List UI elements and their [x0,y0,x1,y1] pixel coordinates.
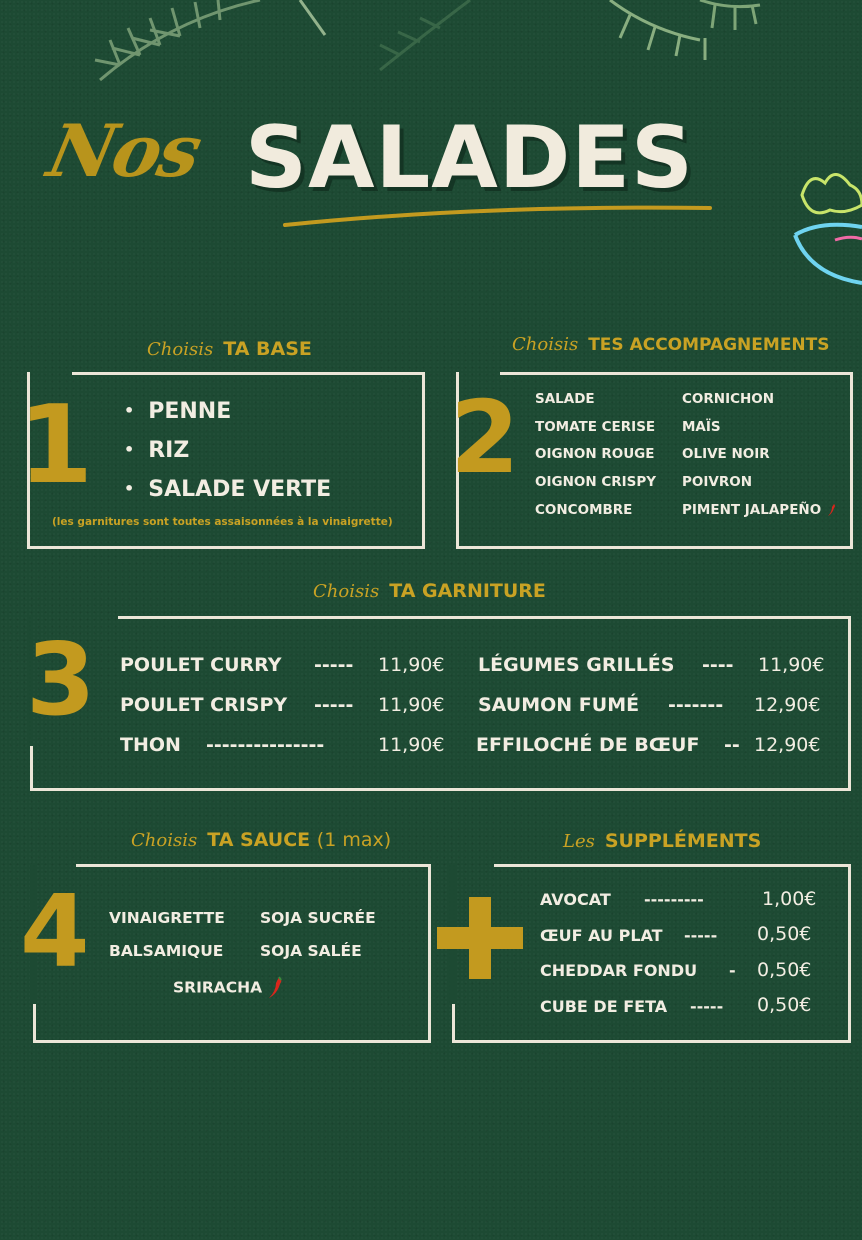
garnish-item-dashes: ------- [668,694,724,716]
extra-item-name: AVOCAT [540,890,611,909]
sauce-item: VINAIGRETTE [109,909,225,927]
garnish-item-name: LÉGUMES GRILLÉS [478,654,675,676]
sauce-heading-text: TA SAUCE [207,829,311,851]
sauce-box [33,864,431,1043]
sauce-box-top-edge [76,864,428,867]
base-note: (les garnitures sont toutes assaisonnées à la vinaigrette) [52,516,393,528]
sauce-item: SOJA SUCRÉE [260,909,376,927]
base-number: 1 [18,383,94,508]
garnish-item-name: POULET CURRY [120,654,282,676]
extra-item-dashes: --------- [644,890,704,909]
base-heading-script: Choisis [147,339,214,360]
extra-item-price: 1,00€ [762,888,817,910]
sauce-item: BALSAMIQUE [109,942,224,960]
garnish-item-name: EFFILOCHÉ DE BŒUF [476,734,700,756]
garnish-item-price: 12,90€ [754,734,821,756]
base-heading [147,338,312,360]
side-item: TOMATE CERISE [535,418,656,435]
garnish-item-price: 11,90€ [378,734,445,756]
sauce-number: 4 [20,873,90,990]
sauce-item: SOJA SALÉE [260,942,362,960]
base-heading-text: TA BASE [223,338,312,360]
side-item: CONCOMBRE [535,501,633,518]
sides-col-1 [535,388,656,526]
extra-item-name: CHEDDAR FONDU [540,961,698,980]
base-box-top-edge [72,372,422,375]
garnish-item-price: 11,90€ [378,694,445,716]
sides-col-2 [682,388,837,526]
title-script: Nos [40,108,208,193]
extra-item-name: ŒUF AU PLAT [540,926,663,945]
side-item: OIGNON CRISPY [535,474,657,491]
extras-heading-script: Les [563,831,595,852]
chili-pepper-icon [268,976,284,1000]
side-item: POIVRON [682,474,753,491]
garnish-heading [313,580,546,602]
page-title: SALADES [245,108,694,208]
garnish-item-dashes: ---- [702,654,734,676]
extra-item-price: 0,50€ [757,959,812,981]
sauce-heading-script: Choisis [131,830,198,851]
extra-item-dashes: ----- [684,926,718,945]
sides-heading-script: Choisis [512,334,579,355]
garnish-item-name: SAUMON FUMÉ [478,694,640,716]
base-item: • RIZ [124,435,331,474]
plus-icon [437,897,523,979]
extras-box-top-edge [494,864,848,867]
garnish-item-dashes: ----- [314,654,354,676]
garnish-heading-script: Choisis [313,581,380,602]
garnish-item-dashes: --------------- [206,734,325,756]
garnish-item-price: 12,90€ [754,694,821,716]
side-item: OIGNON ROUGE [535,446,655,463]
garnish-item-price: 11,90€ [758,654,825,676]
extras-heading-text: SUPPLÉMENTS [604,830,762,852]
leaves-decoration-icon [0,0,862,110]
extra-item-price: 0,50€ [757,923,812,945]
sauce-item-sriracha [173,976,284,1000]
side-item: OLIVE NOIR [682,446,770,463]
extra-item-dashes: ----- [690,997,724,1016]
side-item: PIMENT JALAPEÑO [682,501,822,518]
garnish-item-price: 11,90€ [378,654,445,676]
sauce-heading [131,829,391,851]
garnish-item-dashes: ----- [314,694,354,716]
extra-item-price: 0,50€ [757,994,812,1016]
base-list [124,396,331,513]
sides-box-top-edge [500,372,850,375]
extra-item-dashes: - [729,961,736,980]
side-item: SALADE [535,391,595,407]
garnish-heading-text: TA GARNITURE [389,580,546,602]
neon-salad-bowl-icon [790,165,862,295]
garnish-item-name: THON [120,734,181,756]
sauce-item: SRIRACHA [173,978,263,997]
title-underline [280,200,720,230]
garnish-item-dashes: -- [724,734,740,756]
garnish-box-top-edge [118,616,848,619]
sides-heading-text: TES ACCOMPAGNEMENTS [588,335,830,355]
side-item-jalapeno [682,499,837,527]
garnish-item-name: POULET CRISPY [120,694,288,716]
garnish-number: 3 [26,621,96,738]
chili-pepper-icon [827,503,837,517]
sides-heading [512,334,830,355]
base-item: • SALADE VERTE [124,474,331,513]
extras-heading [563,830,761,852]
side-item: MAÏS [682,418,721,435]
side-item: CORNICHON [682,391,775,407]
base-item: • PENNE [124,396,331,435]
extra-item-name: CUBE DE FETA [540,997,668,1016]
sides-number: 2 [450,379,520,496]
sauce-heading-limit: (1 max) [316,829,392,851]
